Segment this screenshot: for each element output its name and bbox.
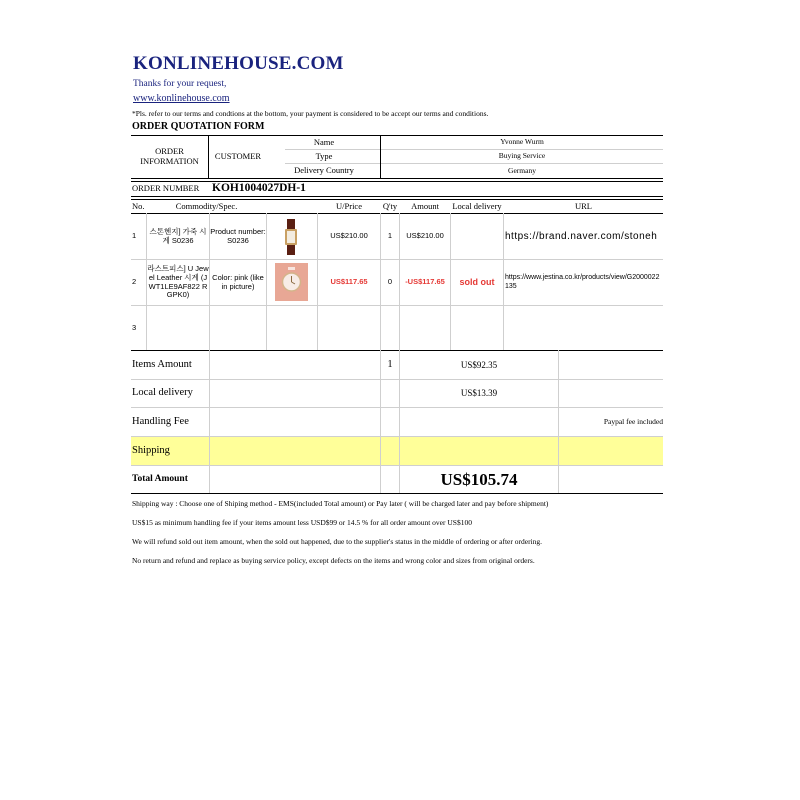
header-amount: Amount bbox=[411, 200, 439, 211]
handling-fee-label: Handling Fee bbox=[132, 415, 189, 427]
row-uprice: US$117.65 bbox=[330, 277, 368, 287]
row-no: 1 bbox=[132, 231, 137, 241]
name-label: Name bbox=[313, 136, 335, 147]
header-uprice: U/Price bbox=[336, 200, 362, 211]
row-local-delivery bbox=[451, 214, 503, 259]
terms-line: No return and refund and replace as buying service policy, except defects on the items and wrong color and sizes from original orders. bbox=[132, 556, 535, 565]
row-amount: US$210.00 bbox=[406, 231, 444, 241]
row-qty: 1 bbox=[387, 231, 393, 241]
header-url: URL bbox=[575, 200, 592, 211]
row-uprice: US$210.00 bbox=[330, 231, 368, 241]
paypal-fee-note: Paypal fee included bbox=[603, 416, 663, 426]
header-commodity: Commodity/Spec. bbox=[175, 200, 238, 211]
wristwatch-pink-icon bbox=[275, 263, 308, 306]
order-info-label: ORDER INFORMATION bbox=[140, 146, 199, 166]
row-amount: -US$117.65 bbox=[405, 277, 445, 287]
items-qty: 1 bbox=[387, 358, 393, 370]
shipping-label: Shipping bbox=[132, 444, 170, 456]
header-qty: Q'ty bbox=[382, 200, 398, 211]
row-no: 2 bbox=[132, 277, 137, 287]
terms-line: US$15 as minimum handling fee if your items amount less USD$99 or 14.5 % for all order amount over US$100 bbox=[132, 518, 472, 527]
row-spec: Product number: S0236 bbox=[210, 226, 266, 245]
row-no: 3 bbox=[132, 322, 137, 332]
brand-title: KONLINEHOUSE.COM bbox=[133, 53, 344, 74]
type-label: Type bbox=[315, 150, 333, 161]
total-amount-label: Total Amount bbox=[132, 474, 188, 485]
row-url-link[interactable]: https://www.jestina.co.kr/products/view/G2000022135 bbox=[505, 274, 660, 290]
order-number-value: KOH1004027DH-1 bbox=[212, 181, 306, 194]
header-local-delivery: Local delivery bbox=[452, 200, 502, 211]
customer-label: CUSTOMER bbox=[214, 151, 262, 162]
row-spec: Color: pink (like in picture) bbox=[212, 272, 264, 291]
sold-out-badge: sold out bbox=[459, 277, 495, 288]
name-value: Yvonne Wurm bbox=[500, 137, 544, 147]
row-commodity: 스톤헨지] 가죽 시계 S0236 bbox=[149, 226, 207, 245]
local-delivery-label: Local delivery bbox=[132, 387, 193, 399]
terms-line: We will refund sold out item amount, when the sold out happened, due to the supplier's status in the middle of ordering or after ordering. bbox=[132, 537, 543, 546]
type-value: Buying Service bbox=[498, 151, 546, 161]
items-amount-label: Items Amount bbox=[132, 358, 192, 370]
shipping-highlight bbox=[131, 437, 663, 465]
form-title: ORDER QUOTATION FORM bbox=[132, 121, 265, 132]
items-amount-value: US$92.35 bbox=[460, 359, 498, 370]
wristwatch-brown-icon bbox=[283, 219, 299, 260]
total-amount-value: US$105.74 bbox=[440, 469, 518, 489]
terms-line: Shipping way : Choose one of Shiping method - EMS(included Total amount) or Pay later ( will be charged later and pay before shipment) bbox=[132, 499, 549, 508]
row-qty: 0 bbox=[387, 277, 393, 287]
order-number-label: ORDER NUMBER bbox=[132, 183, 200, 194]
delivery-country-value: Germany bbox=[508, 165, 536, 175]
header-no: No. bbox=[132, 200, 145, 211]
website-link[interactable]: www.konlinehouse.com bbox=[133, 93, 230, 104]
row-url-link[interactable]: https://brand.naver.com/stoneh bbox=[505, 230, 658, 242]
thanks-text: Thanks for your request, bbox=[133, 79, 227, 89]
terms-notice: *Pls. refer to our terms and condtions at the bottom, your payment is considered to be accept our terms and conditions. bbox=[132, 109, 489, 118]
delivery-country-label: Delivery Country bbox=[294, 165, 354, 176]
local-delivery-value: US$13.39 bbox=[460, 388, 498, 399]
row-commodity: 라스트피스] U Jewel Leather 시계 (JWT1LE9AF822 RGPK0) bbox=[147, 264, 209, 300]
